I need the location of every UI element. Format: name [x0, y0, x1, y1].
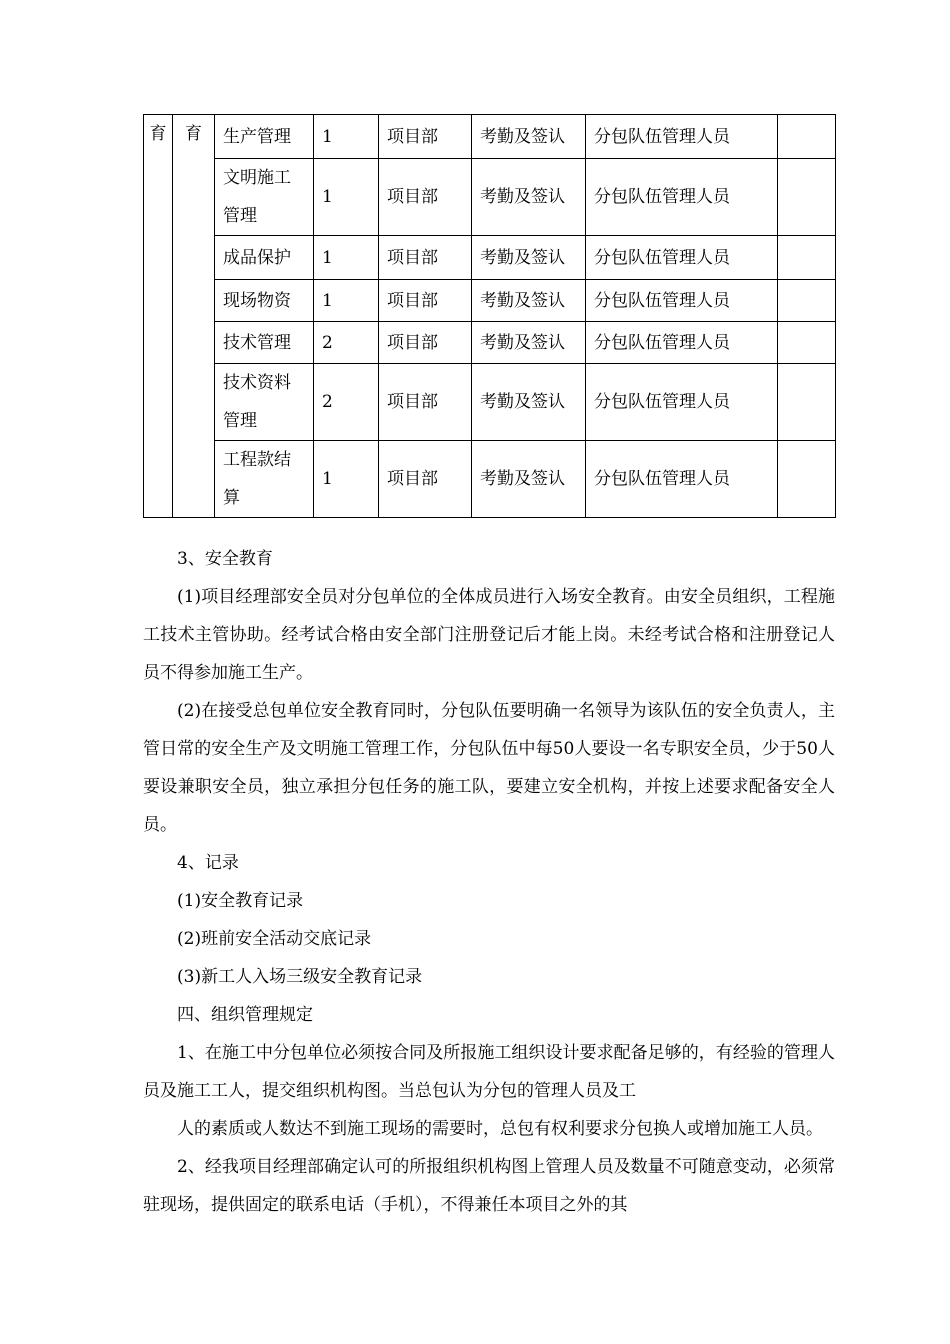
paragraph-4: 2、经我项目经理部确定认可的所报组织机构图上管理人员及数量不可随意变动，必须常驻现场，提供固定的联系电话（手机），不得兼任本项目之外的其 — [143, 1157, 835, 1215]
cell-count: 1 — [314, 236, 379, 280]
heading-safety-education: 3、安全教育 — [177, 549, 273, 569]
cell-item: 工程款结算 — [215, 441, 314, 518]
cell-count: 1 — [314, 280, 379, 322]
cell-target: 分包队伍管理人员 — [586, 115, 778, 159]
cell-count: 1 — [314, 159, 379, 236]
cell-item: 技术管理 — [215, 322, 314, 364]
table-row — [144, 236, 836, 280]
category-cell-1: 育 — [144, 115, 173, 518]
cell-target: 分包队伍管理人员 — [586, 322, 778, 364]
cell-target: 分包队伍管理人员 — [586, 159, 778, 236]
cell-method: 考勤及签认 — [472, 236, 586, 280]
cell-org: 项目部 — [379, 280, 472, 322]
cell-target: 分包队伍管理人员 — [586, 441, 778, 518]
paragraph-3a: 1、在施工中分包单位必须按合同及所报施工组织设计要求配备足够的，有经验的管理人员及施工工人，提交组织机构图。当总包认为分包的管理人员及工 — [143, 1043, 835, 1101]
record-item-2: (2)班前安全活动交底记录 — [177, 929, 372, 949]
paragraph-1: (1)项目经理部安全员对分包单位的全体成员进行入场安全教育。由安全员组织，工程施工技术主管协助。经考试合格由安全部门注册登记后才能上岗。未经考试合格和注册登记人员不得参加施工生产。 — [143, 587, 835, 683]
cell-method: 考勤及签认 — [472, 115, 586, 159]
cell-item: 现场物资 — [215, 280, 314, 322]
paragraph-3b: 人的素质或人数达不到施工现场的需要时，总包有权利要求分包换人或增加施工人员。 — [177, 1119, 823, 1139]
cell-item: 文明施工管理 — [215, 159, 314, 236]
cell-target: 分包队伍管理人员 — [586, 236, 778, 280]
table-row — [144, 364, 836, 441]
cell-count: 1 — [314, 115, 379, 159]
cell-org: 项目部 — [379, 322, 472, 364]
cell-count: 2 — [314, 322, 379, 364]
cell-method: 考勤及签认 — [472, 441, 586, 518]
cell-item: 成品保护 — [215, 236, 314, 280]
cell-org: 项目部 — [379, 441, 472, 518]
cell-org: 项目部 — [379, 364, 472, 441]
document-body — [143, 540, 835, 1224]
cell-target: 分包队伍管理人员 — [586, 364, 778, 441]
cell-note — [778, 115, 836, 159]
paragraph-2: (2)在接受总包单位安全教育同时，分包队伍要明确一名领导为该队伍的安全负责人，主管日常的安全生产及文明施工管理工作，分包队伍中每50人要设一名专职安全员，少于50人要设兼职安全员，独立承担分包任务的施工队，要建立安全机构，并按上述要求配备安全人员。 — [143, 701, 835, 835]
record-item-1: (1)安全教育记录 — [177, 891, 304, 911]
cell-method: 考勤及签认 — [472, 322, 586, 364]
cell-org: 项目部 — [379, 159, 472, 236]
table-row — [144, 159, 836, 236]
table-row — [144, 322, 836, 364]
cell-note — [778, 364, 836, 441]
cell-target: 分包队伍管理人员 — [586, 280, 778, 322]
cell-note — [778, 236, 836, 280]
cell-org: 项目部 — [379, 115, 472, 159]
table-row — [144, 115, 836, 159]
heading-org-rules: 四、组织管理规定 — [177, 1005, 313, 1025]
cell-note — [778, 280, 836, 322]
record-item-3: (3)新工人入场三级安全教育记录 — [177, 967, 423, 987]
cell-item: 技术资料管理 — [215, 364, 314, 441]
category-cell-2: 育 — [173, 115, 215, 518]
education-table — [143, 114, 836, 518]
cell-note — [778, 322, 836, 364]
cell-method: 考勤及签认 — [472, 364, 586, 441]
cell-item: 生产管理 — [215, 115, 314, 159]
cell-org: 项目部 — [379, 236, 472, 280]
cell-count: 1 — [314, 441, 379, 518]
table-row — [144, 441, 836, 518]
cell-method: 考勤及签认 — [472, 280, 586, 322]
cell-note — [778, 441, 836, 518]
table-row — [144, 280, 836, 322]
heading-records: 4、记录 — [177, 853, 239, 873]
cell-method: 考勤及签认 — [472, 159, 586, 236]
cell-note — [778, 159, 836, 236]
cell-count: 2 — [314, 364, 379, 441]
